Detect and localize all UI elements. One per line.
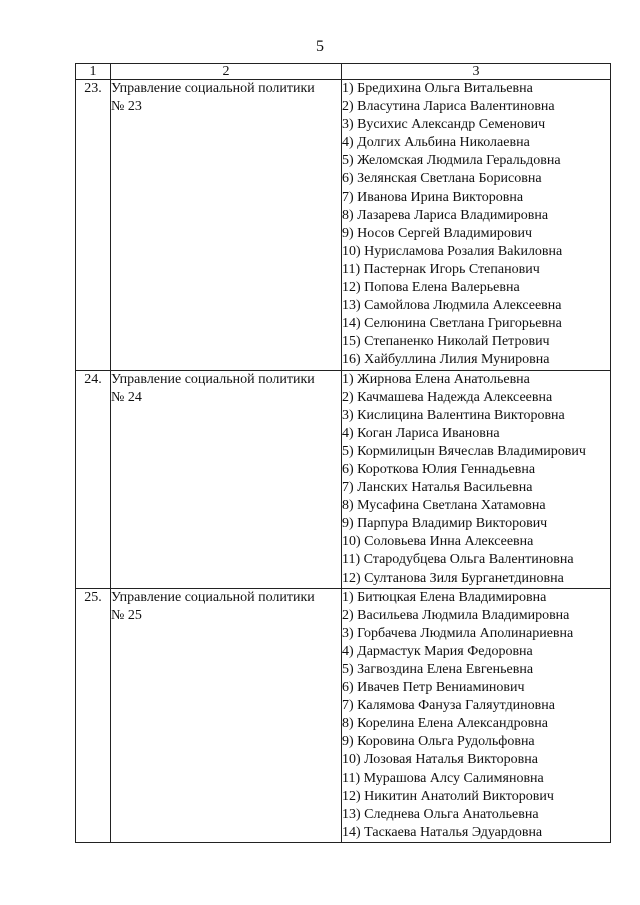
department-number: № 24 bbox=[111, 389, 142, 405]
staff-member: 2) Васильева Людмила Владимировна bbox=[342, 607, 570, 623]
staff-member: 2) Власутина Лариса Валентиновна bbox=[342, 99, 555, 115]
staff-member: 4) Дармастук Мария Федоровна bbox=[342, 643, 533, 659]
staff-member: 9) Носов Сергей Владимирович bbox=[342, 225, 533, 241]
staff-member: 12) Султанова Зиля Бурганетдиновна bbox=[342, 570, 564, 586]
staff-member: 5) Желомская Людмила Геральдовна bbox=[342, 153, 561, 169]
staff-member: 10) Лозовая Наталья Викторовна bbox=[342, 752, 538, 768]
department-cell bbox=[111, 80, 342, 371]
staff-member: 4) Коган Лариса Ивановна bbox=[342, 425, 500, 441]
staff-member: 6) Короткова Юлия Геннадьевна bbox=[342, 461, 536, 477]
staff-list-cell bbox=[342, 80, 611, 371]
table-row bbox=[76, 588, 611, 842]
staff-member: 7) Иванова Ирина Викторовна bbox=[342, 189, 524, 205]
staff-member: 8) Мусафина Светлана Хатамовна bbox=[342, 498, 546, 514]
staff-member: 10) Нурисламова Розалия Ваkиловна bbox=[342, 243, 563, 259]
staff-list-cell bbox=[342, 370, 611, 588]
staff-member: 8) Лазарева Лариса Владимировна bbox=[342, 207, 549, 223]
staff-member: 16) Хайбуллина Лилия Мунировна bbox=[342, 352, 550, 368]
staff-member: 3) Вусихис Александр Семенович bbox=[342, 117, 546, 133]
staff-member: 7) Ланских Наталья Васильевна bbox=[342, 480, 533, 496]
header-col-1: 1 bbox=[76, 64, 111, 80]
department-name: Управление социальной политики bbox=[111, 589, 315, 605]
row-number: 24. bbox=[76, 370, 111, 588]
header-col-2: 2 bbox=[111, 64, 342, 80]
department-number: № 25 bbox=[111, 607, 142, 623]
staff-member: 5) Кормилицын Вячеслав Владимирович bbox=[342, 443, 586, 459]
department-name: Управление социальной политики bbox=[111, 371, 315, 387]
staff-member: 7) Калямова Фануза Галяутдиновна bbox=[342, 698, 555, 714]
staff-member: 10) Соловьева Инна Алексеевна bbox=[342, 534, 534, 550]
department-name: Управление социальной политики bbox=[111, 81, 315, 96]
table-row bbox=[76, 80, 611, 371]
header-col-3: 3 bbox=[342, 64, 611, 80]
staff-member: 6) Ивачев Петр Вениаминович bbox=[342, 680, 525, 696]
department-number: № 23 bbox=[111, 99, 142, 115]
table-header-row bbox=[76, 64, 611, 80]
staff-member: 6) Зелянская Светлана Борисовна bbox=[342, 171, 542, 187]
table-body bbox=[76, 80, 611, 843]
staff-member: 3) Кислицина Валентина Викторовна bbox=[342, 407, 565, 423]
staff-member: 4) Долгих Альбина Николаевна bbox=[342, 135, 530, 151]
department-cell bbox=[111, 370, 342, 588]
staff-member: 12) Никитин Анатолий Викторович bbox=[342, 788, 554, 804]
staff-member: 11) Пастернак Игорь Степанович bbox=[342, 261, 540, 277]
staff-member: 9) Коровина Ольга Рудольфовна bbox=[342, 734, 535, 750]
staff-member: 14) Таскаева Наталья Эдуардовна bbox=[342, 824, 543, 840]
staff-member: 15) Степаненко Николай Петрович bbox=[342, 334, 550, 350]
staff-member: 1) Жирнова Елена Анатольевна bbox=[342, 371, 530, 387]
staff-member: 2) Качмашева Надежда Алексеевна bbox=[342, 389, 553, 405]
staff-member: 12) Попова Елена Валерьевна bbox=[342, 280, 520, 296]
department-cell bbox=[111, 588, 342, 842]
page-number: 5 bbox=[316, 38, 324, 55]
staff-member: 8) Корелина Елена Александровна bbox=[342, 716, 548, 732]
staff-member: 13) Самойлова Людмила Алексеевна bbox=[342, 298, 562, 314]
staff-member: 11) Мурашова Алсу Салимяновна bbox=[342, 770, 544, 786]
staff-member: 1) Битюцкая Елена Владимировна bbox=[342, 589, 547, 605]
row-number: 23. bbox=[76, 80, 111, 371]
staff-member: 13) Следнева Ольга Анатольевна bbox=[342, 806, 539, 822]
table-row bbox=[76, 370, 611, 588]
staff-list-cell bbox=[342, 588, 611, 842]
staff-member: 5) Загвоздина Елена Евгеньевна bbox=[342, 662, 534, 677]
staff-member: 1) Бредихина Ольга Витальевна bbox=[342, 81, 533, 96]
staff-member: 3) Горбачева Людмила Аполинариевна bbox=[342, 625, 574, 641]
row-number: 25. bbox=[76, 588, 111, 842]
staff-member: 11) Стародубцева Ольга Валентиновна bbox=[342, 552, 574, 568]
staff-table bbox=[75, 63, 611, 843]
staff-member: 9) Парпура Владимир Викторович bbox=[342, 516, 548, 532]
staff-member: 14) Селюнина Светлана Григорьевна bbox=[342, 316, 562, 332]
